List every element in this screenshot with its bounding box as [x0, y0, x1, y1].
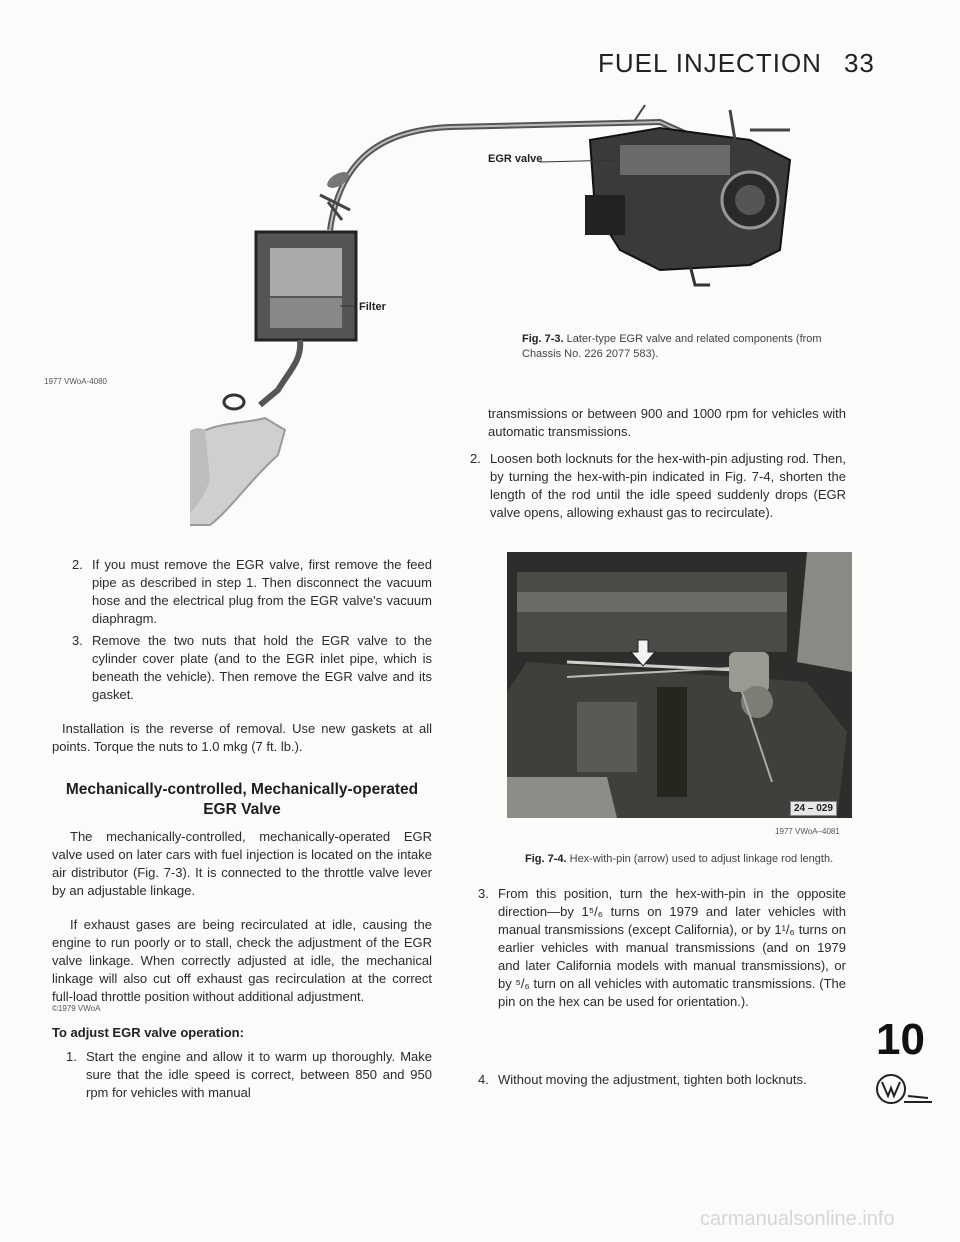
- left-step-1: [52, 1048, 432, 1102]
- step-number: 2.: [72, 557, 83, 572]
- right-step-4: [478, 1071, 846, 1089]
- step-text: Start the engine and allow it to warm up thoroughly. Make sure that the idle speed is correct, between 850 and 950 rpm for vehicles with manual: [86, 1049, 432, 1100]
- paragraph-1: The mechanically-controlled, mechanically-operated EGR valve used on later cars with fuel injection is located on the intake air distributor (Fig. 7-3). It is connected to the throttle valve lever by an adjustable linkage.: [52, 829, 432, 898]
- step-number: 1.: [66, 1049, 77, 1064]
- fig-7-4-caption: [525, 852, 855, 867]
- left-step-2: [52, 556, 432, 628]
- step-text: If you must remove the EGR valve, first remove the feed pipe as described in step 1. Then disconnect the vacuum hose and the electrical plug from the EGR valve's vacuum diaphragm.: [92, 557, 432, 626]
- fig-7-4-photo: [507, 552, 852, 818]
- running-header: [598, 48, 875, 79]
- right-step-2: [470, 450, 846, 522]
- paragraph-2: If exhaust gases are being recirculated at idle, causing the engine to run poorly or to stall, check the adjustment of the EGR valve linkage. When correctly adjusted at idle, the mechanical linkage will also cut off exhaust gas recirculation at the correct full-load throttle position without additional adjustment.: [52, 917, 432, 1004]
- section-heading: [52, 780, 432, 820]
- fig-7-4-credit: 1977 VWoA–4081: [775, 827, 840, 836]
- section-tab-number: 10: [876, 1015, 925, 1064]
- vw-logo-icon: [874, 1072, 936, 1106]
- step-number: 2.: [470, 451, 481, 466]
- page-number: 33: [843, 48, 875, 78]
- step-number: 3.: [478, 886, 489, 901]
- step-text: Remove the two nuts that hold the EGR valve to the cylinder cover plate (and to the EGR inlet pipe, which is beneath the vehicle). Then remove the EGR valve and its gasket.: [92, 633, 432, 702]
- heading-line-2: EGR Valve: [203, 801, 281, 818]
- step-number: 3.: [72, 633, 83, 648]
- fig-7-4-label: Fig. 7-4.: [525, 853, 567, 865]
- fig-7-3-caption: [522, 332, 852, 362]
- step-text: Without moving the adjustment, tighten both locknuts.: [498, 1072, 807, 1087]
- step-number: 4.: [478, 1072, 489, 1087]
- heading-line-1: Mechanically-controlled, Mechanically-operated: [65, 781, 419, 798]
- right-step-3: [478, 885, 846, 1011]
- fig-7-3-caption-text: Later-type EGR valve and related components (from Chassis No. 226 2077 583).: [522, 333, 822, 360]
- step-text: Loosen both locknuts for the hex-with-pin adjusting rod. Then, by turning the hex-with-pin indicated in Fig. 7-4, shorten the length of the rod until the idle speed suddenly drops (EGR valve opens, allowing exhaust gas to recirculate).: [490, 451, 846, 520]
- fig-7-3-credit: 1977 VWoA-4080: [44, 377, 108, 386]
- left-step-3: [52, 632, 432, 704]
- step-text: From this position, turn the hex-with-pin in the opposite direction—by 1⁵/₆ turns on 1979 and later vehicles with manual transmissions (except California), or by 1¹/₆ turns on earlier vehicles with manual transmissions (and on 1979 and later California models with manual transmissions), or by ⁵/₆ turn on all vehicles with automatic transmissions. (The pin on the hex can be used for orientation.).: [498, 886, 846, 1009]
- header-title: FUEL INJECTION: [598, 48, 822, 78]
- installation-note: Installation is the reverse of removal. Use new gaskets at all points. Torque the nuts to 1.0 mkg (7 ft. lb.).: [52, 721, 432, 754]
- procedure-subhead: To adjust EGR valve operation:: [52, 1025, 244, 1040]
- photo-tag: 24 – 029: [790, 801, 837, 816]
- callout-filter: Filter: [359, 301, 386, 313]
- right-continuation: transmissions or between 900 and 1000 rpm for vehicles with automatic transmissions.: [488, 406, 846, 439]
- callout-egr-valve: EGR valve: [488, 153, 543, 165]
- fig-7-3-label: Fig. 7-3.: [522, 333, 564, 345]
- watermark: carmanualsonline.info: [700, 1208, 895, 1230]
- footer-credit: ©1979 VWoA: [52, 1004, 101, 1013]
- left-column: [52, 556, 432, 1102]
- fig-7-4-caption-text: Hex-with-pin (arrow) used to adjust linkage rod length.: [569, 853, 834, 865]
